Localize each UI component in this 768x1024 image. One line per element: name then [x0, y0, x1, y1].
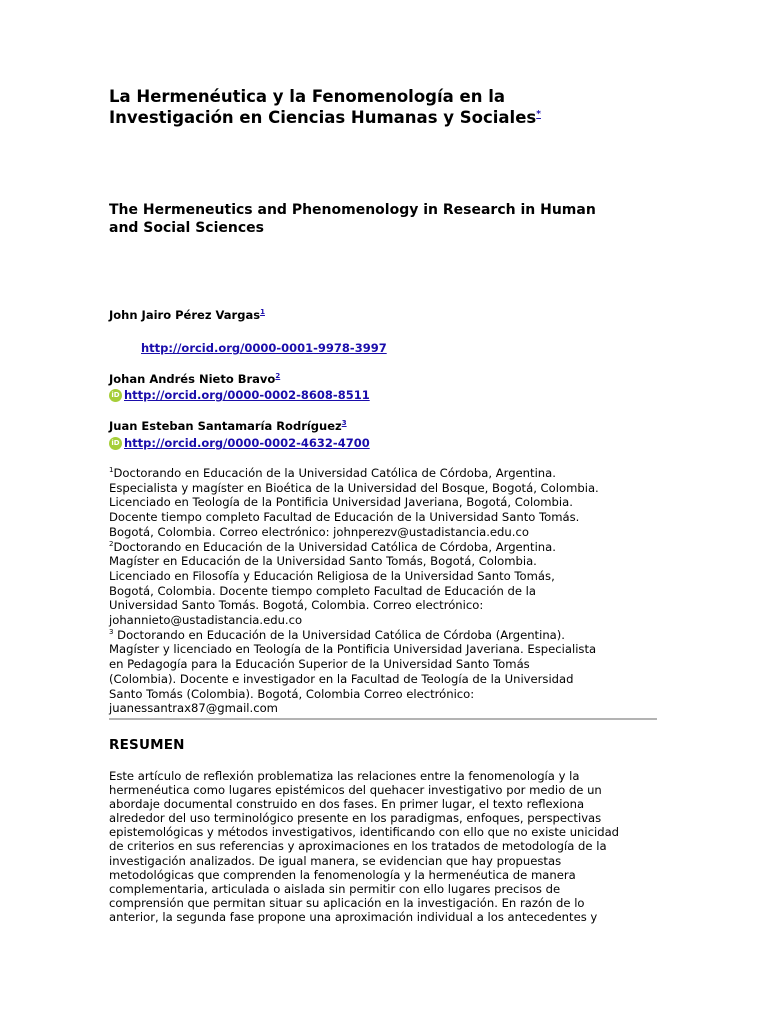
author-2-orcid — [109, 388, 370, 402]
resumen-line: investigación analizados. De igual manera, se evidencian que hay propuestas — [109, 853, 562, 868]
affiliation-note-2-line: Magíster en Educación de la Universidad Santo Tomás, Bogotá, Colombia. — [109, 554, 537, 569]
author-2-name: Johan Andrés Nieto Bravo — [109, 372, 276, 386]
affiliation-note-3-line: Santo Tomás (Colombia). Bogotá, Colombia Correo electrónico: — [109, 686, 475, 701]
english-title — [109, 201, 669, 237]
affiliation-note-1-line: Doctorando en Educación de la Universidad Católica de Córdoba, Argentina. — [113, 466, 556, 480]
affiliation-note-3 — [109, 628, 665, 716]
affiliation-note-2-mark: 2 — [109, 539, 114, 548]
affiliation-note-2-line: Bogotá, Colombia. Docente tiempo completo Facultad de Educación de la — [109, 583, 537, 598]
resumen-body — [109, 769, 669, 924]
resumen-line: alrededor del uso terminológico presente en los paradigmas, enfoques, perspectivas — [109, 811, 602, 826]
affiliation-note-2 — [109, 540, 665, 628]
author-2 — [109, 372, 280, 386]
affiliation-note-3-line: Magíster y licenciado en Teología de la Pontificia Universidad Javeriana. Especialista — [109, 642, 597, 657]
affiliation-note-3-line: juanessantrax87@gmail.com — [109, 701, 278, 716]
resumen-line: epistemológicas y métodos investigativos, identificando con ello que no existe unicidad — [109, 825, 620, 840]
resumen-line: anterior, la segunda fase propone una aproximación individual a los antecedentes y — [109, 909, 598, 924]
author-3-footnote-link[interactable]: 3 — [341, 419, 347, 428]
english-title-line-1: The Hermeneutics and Phenomenology in Research in Human — [109, 202, 596, 218]
author-2-orcid-link[interactable]: http://orcid.org/0000-0002-8608-8511 — [124, 388, 370, 402]
affiliation-note-1-line: Docente tiempo completo Facultad de Educación de la Universidad Santo Tomás. — [109, 510, 580, 525]
affiliation-note-3-line: Doctorando en Educación de la Universidad Católica de Córdoba (Argentina). — [113, 627, 565, 642]
resumen-line: complementaria, articulada o aislada sin permitir con ello lugares precisos de — [109, 881, 561, 896]
author-1-orcid — [141, 341, 387, 355]
affiliation-note-1 — [109, 466, 665, 540]
author-1-name: John Jairo Pérez Vargas — [109, 308, 261, 322]
orcid-icon: iD — [109, 389, 122, 402]
section-divider — [109, 718, 657, 720]
affiliation-note-1-line: Bogotá, Colombia. Correo electrónico: johnperezv@ustadistancia.edu.co — [109, 524, 529, 539]
resumen-line: hermenéutica como lugares epistémicos del quehacer investigativo por medio de un — [109, 783, 602, 798]
affiliation-note-2-line: Universidad Santo Tomás. Bogotá, Colombia. Correo electrónico: — [109, 598, 484, 613]
affiliation-note-2-line: johannieto@ustadistancia.edu.co — [109, 613, 303, 628]
resumen-line: abordaje documental construido en dos fases. En primer lugar, el texto reflexiona — [109, 797, 585, 812]
resumen-line: comprensión que permitan situar su aplicación en la investigación. En razón de lo — [109, 895, 585, 910]
title-footnote-link[interactable]: * — [536, 109, 541, 120]
resumen-heading: RESUMEN — [109, 737, 185, 753]
title-line-2: Investigación en Ciencias Humanas y Sociales — [109, 108, 537, 127]
author-3-orcid-link[interactable]: http://orcid.org/0000-0002-4632-4700 — [124, 436, 370, 450]
resumen-line: metodológicas que comprenden la fenomenología y la hermenéutica de manera — [109, 867, 576, 882]
author-3-name: Juan Esteban Santamaría Rodríguez — [109, 419, 342, 433]
orcid-icon: iD — [109, 437, 122, 450]
affiliation-note-3-line: en Pedagogía para la Educación Superior de la Universidad Santo Tomás — [109, 657, 530, 672]
author-1 — [109, 308, 265, 322]
author-1-orcid-link[interactable]: http://orcid.org/0000-0001-9978-3997 — [141, 341, 387, 355]
article-title — [109, 86, 669, 128]
author-1-footnote-link[interactable]: 1 — [260, 308, 265, 317]
affiliation-note-1-line: Licenciado en Teología de la Pontificia Universidad Javeriana, Bogotá, Colombia. — [109, 495, 573, 510]
author-3 — [109, 419, 347, 433]
author-2-footnote-link[interactable]: 2 — [275, 372, 281, 381]
affiliation-note-1-mark: 1 — [109, 466, 114, 475]
affiliation-notes — [109, 466, 665, 716]
title-line-1: La Hermenéutica y la Fenomenología en la — [109, 87, 505, 106]
affiliation-note-3-line: (Colombia). Docente e investigador en la Facultad de Teología de la Universidad — [109, 671, 574, 686]
english-title-line-2: and Social Sciences — [109, 220, 264, 236]
affiliation-note-1-line: Especialista y magíster en Bioética de la Universidad del Bosque, Bogotá, Colombia. — [109, 480, 599, 495]
resumen-line: Este artículo de reflexión problematiza las relaciones entre la fenomenología y la — [109, 769, 580, 783]
affiliation-note-2-line: Licenciado en Filosofía y Educación Religiosa de la Universidad Santo Tomás, — [109, 568, 555, 583]
affiliation-note-2-line: Doctorando en Educación de la Universidad Católica de Córdoba, Argentina. — [113, 539, 556, 554]
author-3-orcid — [109, 436, 370, 450]
resumen-line: de criterios en sus referencias y aproximaciones en los tratados de metodología de la — [109, 839, 607, 854]
affiliation-note-3-mark: 3 — [109, 627, 114, 636]
